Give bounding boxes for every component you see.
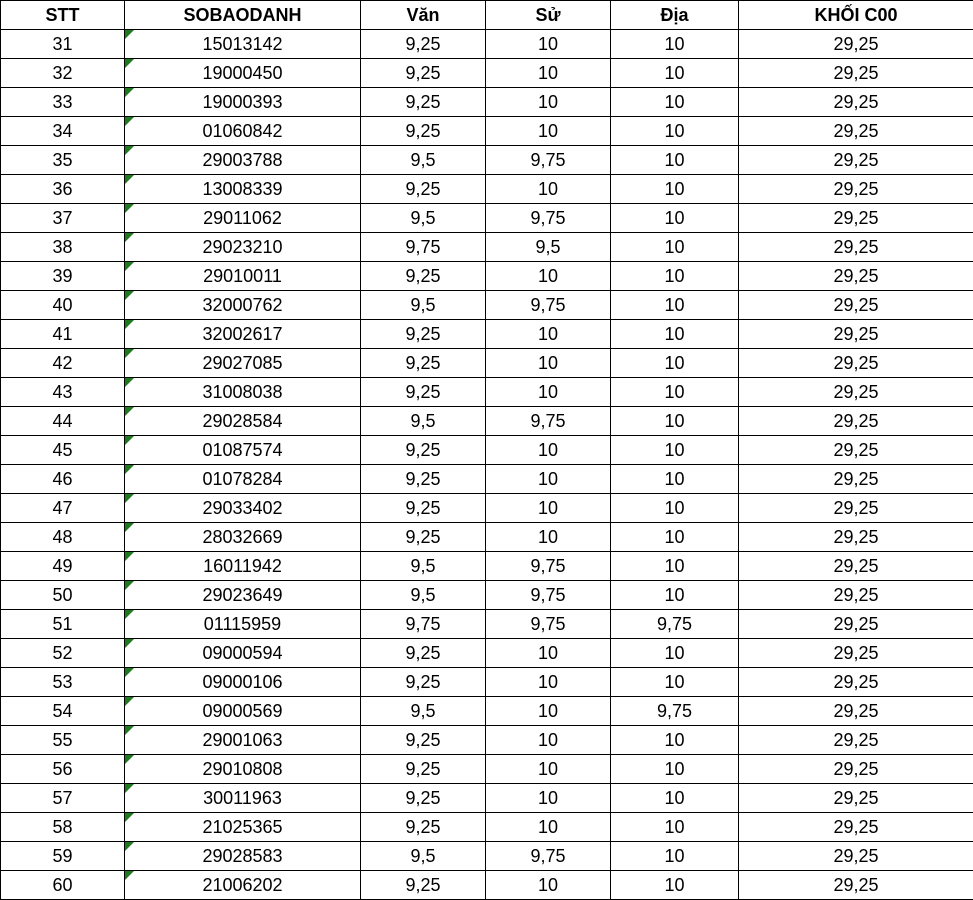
cell-van[interactable]: 9,25 xyxy=(361,349,486,378)
table-row xyxy=(1,726,973,755)
cell-sobaodanh[interactable] xyxy=(125,755,361,784)
table-row xyxy=(1,871,973,900)
cell-su[interactable]: 9,5 xyxy=(486,233,611,262)
sobaodanh-text: 29033402 xyxy=(202,498,282,518)
cell-stt[interactable]: 40 xyxy=(1,291,125,320)
table-row xyxy=(1,668,973,697)
sobaodanh-text: 29023210 xyxy=(202,237,282,257)
cell-van[interactable]: 9,5 xyxy=(361,146,486,175)
table-row xyxy=(1,349,973,378)
header-stt[interactable]: STT xyxy=(1,1,125,30)
cell-khoi-c00[interactable]: 29,25 xyxy=(739,59,973,88)
cell-stt[interactable]: 44 xyxy=(1,407,125,436)
cell-su[interactable]: 10 xyxy=(486,262,611,291)
cell-stt[interactable]: 47 xyxy=(1,494,125,523)
cell-sobaodanh[interactable] xyxy=(125,30,361,59)
error-indicator-icon xyxy=(125,523,134,532)
cell-sobaodanh[interactable] xyxy=(125,552,361,581)
cell-van[interactable]: 9,25 xyxy=(361,726,486,755)
cell-khoi-c00[interactable]: 29,25 xyxy=(739,175,973,204)
cell-su[interactable]: 10 xyxy=(486,117,611,146)
cell-sobaodanh[interactable] xyxy=(125,639,361,668)
table-row xyxy=(1,842,973,871)
cell-sobaodanh[interactable] xyxy=(125,175,361,204)
cell-stt[interactable]: 49 xyxy=(1,552,125,581)
table-row xyxy=(1,639,973,668)
table-row xyxy=(1,204,973,233)
cell-khoi-c00[interactable]: 29,25 xyxy=(739,813,973,842)
table-row xyxy=(1,697,973,726)
cell-van[interactable]: 9,25 xyxy=(361,639,486,668)
cell-dia[interactable]: 10 xyxy=(611,146,739,175)
cell-khoi-c00[interactable]: 29,25 xyxy=(739,88,973,117)
cell-khoi-c00[interactable]: 29,25 xyxy=(739,146,973,175)
cell-dia[interactable]: 10 xyxy=(611,755,739,784)
cell-sobaodanh[interactable] xyxy=(125,407,361,436)
sobaodanh-text: 01078284 xyxy=(202,469,282,489)
table-row xyxy=(1,581,973,610)
cell-stt[interactable]: 41 xyxy=(1,320,125,349)
error-indicator-icon xyxy=(125,262,134,271)
header-row xyxy=(1,1,973,30)
sobaodanh-text: 29001063 xyxy=(202,730,282,750)
cell-stt[interactable]: 48 xyxy=(1,523,125,552)
cell-van[interactable]: 9,5 xyxy=(361,842,486,871)
cell-khoi-c00[interactable]: 29,25 xyxy=(739,668,973,697)
table-row xyxy=(1,465,973,494)
cell-su[interactable]: 10 xyxy=(486,175,611,204)
error-indicator-icon xyxy=(125,639,134,648)
sobaodanh-text: 29028583 xyxy=(202,846,282,866)
cell-stt[interactable]: 35 xyxy=(1,146,125,175)
cell-stt[interactable]: 43 xyxy=(1,378,125,407)
cell-dia[interactable]: 10 xyxy=(611,349,739,378)
cell-su[interactable]: 10 xyxy=(486,639,611,668)
cell-sobaodanh[interactable] xyxy=(125,610,361,639)
cell-dia[interactable]: 9,75 xyxy=(611,697,739,726)
cell-su[interactable]: 10 xyxy=(486,755,611,784)
cell-sobaodanh[interactable] xyxy=(125,784,361,813)
cell-dia[interactable]: 10 xyxy=(611,726,739,755)
cell-khoi-c00[interactable]: 29,25 xyxy=(739,784,973,813)
cell-su[interactable]: 9,75 xyxy=(486,291,611,320)
cell-su[interactable]: 10 xyxy=(486,871,611,900)
cell-khoi-c00[interactable]: 29,25 xyxy=(739,465,973,494)
cell-stt[interactable]: 37 xyxy=(1,204,125,233)
error-indicator-icon xyxy=(125,291,134,300)
cell-dia[interactable]: 10 xyxy=(611,436,739,465)
cell-stt[interactable]: 56 xyxy=(1,755,125,784)
cell-su[interactable]: 10 xyxy=(486,30,611,59)
error-indicator-icon xyxy=(125,755,134,764)
cell-van[interactable]: 9,5 xyxy=(361,204,486,233)
sobaodanh-text: 29028584 xyxy=(202,411,282,431)
cell-su[interactable]: 10 xyxy=(486,59,611,88)
cell-khoi-c00[interactable]: 29,25 xyxy=(739,117,973,146)
cell-dia[interactable]: 10 xyxy=(611,813,739,842)
table-row xyxy=(1,262,973,291)
cell-su[interactable]: 9,75 xyxy=(486,842,611,871)
cell-stt[interactable]: 32 xyxy=(1,59,125,88)
cell-khoi-c00[interactable]: 29,25 xyxy=(739,233,973,262)
cell-su[interactable]: 10 xyxy=(486,726,611,755)
cell-van[interactable]: 9,25 xyxy=(361,436,486,465)
sobaodanh-text: 19000450 xyxy=(202,63,282,83)
cell-dia[interactable]: 10 xyxy=(611,639,739,668)
cell-dia[interactable]: 10 xyxy=(611,378,739,407)
sobaodanh-text: 01087574 xyxy=(202,440,282,460)
cell-stt[interactable]: 57 xyxy=(1,784,125,813)
cell-dia[interactable]: 10 xyxy=(611,320,739,349)
cell-sobaodanh[interactable] xyxy=(125,465,361,494)
table-row xyxy=(1,117,973,146)
error-indicator-icon xyxy=(125,610,134,619)
cell-sobaodanh[interactable] xyxy=(125,581,361,610)
error-indicator-icon xyxy=(125,378,134,387)
error-indicator-icon xyxy=(125,349,134,358)
cell-stt[interactable]: 45 xyxy=(1,436,125,465)
cell-khoi-c00[interactable]: 29,25 xyxy=(739,755,973,784)
table-row xyxy=(1,59,973,88)
sobaodanh-text: 09000106 xyxy=(202,672,282,692)
cell-stt[interactable]: 52 xyxy=(1,639,125,668)
error-indicator-icon xyxy=(125,436,134,445)
cell-dia[interactable]: 10 xyxy=(611,523,739,552)
cell-dia[interactable]: 10 xyxy=(611,494,739,523)
cell-sobaodanh[interactable] xyxy=(125,436,361,465)
cell-van[interactable]: 9,25 xyxy=(361,320,486,349)
cell-khoi-c00[interactable]: 29,25 xyxy=(739,523,973,552)
table-row xyxy=(1,175,973,204)
cell-sobaodanh[interactable] xyxy=(125,668,361,697)
cell-su[interactable]: 9,75 xyxy=(486,204,611,233)
error-indicator-icon xyxy=(125,204,134,213)
cell-dia[interactable]: 10 xyxy=(611,117,739,146)
cell-su[interactable]: 10 xyxy=(486,523,611,552)
cell-khoi-c00[interactable]: 29,25 xyxy=(739,697,973,726)
error-indicator-icon xyxy=(125,465,134,474)
sobaodanh-text: 15013142 xyxy=(202,34,282,54)
error-indicator-icon xyxy=(125,30,134,39)
cell-van[interactable]: 9,75 xyxy=(361,233,486,262)
cell-dia[interactable]: 10 xyxy=(611,88,739,117)
cell-su[interactable]: 10 xyxy=(486,436,611,465)
cell-stt[interactable]: 59 xyxy=(1,842,125,871)
header-van[interactable]: Văn xyxy=(361,1,486,30)
sobaodanh-text: 09000594 xyxy=(202,643,282,663)
header-khoi-c00[interactable]: KHỐI C00 xyxy=(739,1,973,30)
table-row xyxy=(1,813,973,842)
cell-van[interactable]: 9,25 xyxy=(361,117,486,146)
cell-dia[interactable]: 10 xyxy=(611,175,739,204)
table-row xyxy=(1,320,973,349)
cell-sobaodanh[interactable] xyxy=(125,523,361,552)
cell-khoi-c00[interactable]: 29,25 xyxy=(739,552,973,581)
cell-dia[interactable]: 10 xyxy=(611,784,739,813)
cell-sobaodanh[interactable] xyxy=(125,494,361,523)
error-indicator-icon xyxy=(125,59,134,68)
cell-stt[interactable]: 53 xyxy=(1,668,125,697)
error-indicator-icon xyxy=(125,320,134,329)
table-row xyxy=(1,755,973,784)
cell-su[interactable]: 9,75 xyxy=(486,581,611,610)
cell-su[interactable]: 10 xyxy=(486,813,611,842)
cell-sobaodanh[interactable] xyxy=(125,871,361,900)
cell-dia[interactable]: 10 xyxy=(611,668,739,697)
cell-stt[interactable]: 38 xyxy=(1,233,125,262)
cell-dia[interactable]: 10 xyxy=(611,552,739,581)
cell-sobaodanh[interactable] xyxy=(125,842,361,871)
cell-van[interactable]: 9,25 xyxy=(361,523,486,552)
cell-sobaodanh[interactable] xyxy=(125,378,361,407)
cell-su[interactable]: 10 xyxy=(486,668,611,697)
error-indicator-icon xyxy=(125,88,134,97)
cell-stt[interactable]: 34 xyxy=(1,117,125,146)
cell-van[interactable]: 9,25 xyxy=(361,30,486,59)
cell-su[interactable]: 10 xyxy=(486,494,611,523)
cell-su[interactable]: 10 xyxy=(486,378,611,407)
table-row xyxy=(1,30,973,59)
cell-su[interactable]: 10 xyxy=(486,88,611,117)
sobaodanh-text: 01060842 xyxy=(202,121,282,141)
cell-su[interactable]: 9,75 xyxy=(486,407,611,436)
cell-khoi-c00[interactable]: 29,25 xyxy=(739,262,973,291)
cell-stt[interactable]: 31 xyxy=(1,30,125,59)
error-indicator-icon xyxy=(125,233,134,242)
cell-sobaodanh[interactable] xyxy=(125,291,361,320)
cell-stt[interactable]: 33 xyxy=(1,88,125,117)
cell-su[interactable]: 9,75 xyxy=(486,610,611,639)
cell-dia[interactable]: 10 xyxy=(611,871,739,900)
cell-stt[interactable]: 42 xyxy=(1,349,125,378)
sobaodanh-text: 29003788 xyxy=(202,150,282,170)
sobaodanh-text: 16011942 xyxy=(203,556,282,576)
cell-su[interactable]: 9,75 xyxy=(486,146,611,175)
cell-khoi-c00[interactable]: 29,25 xyxy=(739,726,973,755)
sobaodanh-text: 01115959 xyxy=(204,614,281,634)
sobaodanh-text: 28032669 xyxy=(202,527,282,547)
cell-su[interactable]: 10 xyxy=(486,784,611,813)
sobaodanh-text: 32002617 xyxy=(202,324,282,344)
sobaodanh-text: 21025365 xyxy=(202,817,282,837)
sobaodanh-text: 29011062 xyxy=(203,208,282,228)
cell-khoi-c00[interactable]: 29,25 xyxy=(739,436,973,465)
cell-khoi-c00[interactable]: 29,25 xyxy=(739,494,973,523)
cell-sobaodanh[interactable] xyxy=(125,697,361,726)
cell-khoi-c00[interactable]: 29,25 xyxy=(739,871,973,900)
cell-khoi-c00[interactable]: 29,25 xyxy=(739,378,973,407)
error-indicator-icon xyxy=(125,407,134,416)
sobaodanh-text: 29023649 xyxy=(202,585,282,605)
cell-stt[interactable]: 58 xyxy=(1,813,125,842)
cell-van[interactable]: 9,25 xyxy=(361,465,486,494)
sobaodanh-text: 32000762 xyxy=(202,295,282,315)
cell-sobaodanh[interactable] xyxy=(125,88,361,117)
cell-su[interactable]: 10 xyxy=(486,349,611,378)
cell-sobaodanh[interactable] xyxy=(125,320,361,349)
cell-khoi-c00[interactable]: 29,25 xyxy=(739,30,973,59)
header-dia[interactable]: Địa xyxy=(611,1,739,30)
cell-sobaodanh[interactable] xyxy=(125,59,361,88)
cell-van[interactable]: 9,5 xyxy=(361,697,486,726)
table-row xyxy=(1,146,973,175)
cell-dia[interactable]: 10 xyxy=(611,30,739,59)
cell-van[interactable]: 9,25 xyxy=(361,88,486,117)
cell-van[interactable]: 9,75 xyxy=(361,610,486,639)
cell-van[interactable]: 9,5 xyxy=(361,291,486,320)
header-su[interactable]: Sử xyxy=(486,1,611,30)
cell-van[interactable]: 9,5 xyxy=(361,581,486,610)
cell-khoi-c00[interactable]: 29,25 xyxy=(739,349,973,378)
cell-khoi-c00[interactable]: 29,25 xyxy=(739,639,973,668)
error-indicator-icon xyxy=(125,784,134,793)
error-indicator-icon xyxy=(125,146,134,155)
cell-sobaodanh[interactable] xyxy=(125,726,361,755)
cell-sobaodanh[interactable] xyxy=(125,233,361,262)
error-indicator-icon xyxy=(125,668,134,677)
cell-van[interactable]: 9,25 xyxy=(361,668,486,697)
sobaodanh-text: 29027085 xyxy=(202,353,282,373)
error-indicator-icon xyxy=(125,813,134,822)
cell-khoi-c00[interactable]: 29,25 xyxy=(739,581,973,610)
cell-khoi-c00[interactable]: 29,25 xyxy=(739,407,973,436)
table-row xyxy=(1,233,973,262)
cell-sobaodanh[interactable] xyxy=(125,349,361,378)
cell-van[interactable]: 9,25 xyxy=(361,784,486,813)
table-row xyxy=(1,88,973,117)
cell-su[interactable]: 10 xyxy=(486,465,611,494)
cell-van[interactable]: 9,25 xyxy=(361,262,486,291)
table-row xyxy=(1,523,973,552)
cell-khoi-c00[interactable]: 29,25 xyxy=(739,610,973,639)
cell-su[interactable]: 9,75 xyxy=(486,552,611,581)
table-row xyxy=(1,552,973,581)
cell-stt[interactable]: 54 xyxy=(1,697,125,726)
cell-su[interactable]: 10 xyxy=(486,320,611,349)
cell-dia[interactable]: 10 xyxy=(611,407,739,436)
error-indicator-icon xyxy=(125,581,134,590)
cell-khoi-c00[interactable]: 29,25 xyxy=(739,291,973,320)
cell-van[interactable]: 9,25 xyxy=(361,755,486,784)
error-indicator-icon xyxy=(125,494,134,503)
table-row xyxy=(1,378,973,407)
cell-dia[interactable]: 10 xyxy=(611,204,739,233)
cell-dia[interactable]: 10 xyxy=(611,581,739,610)
cell-stt[interactable]: 51 xyxy=(1,610,125,639)
cell-stt[interactable]: 50 xyxy=(1,581,125,610)
cell-sobaodanh[interactable] xyxy=(125,813,361,842)
cell-dia[interactable]: 10 xyxy=(611,842,739,871)
cell-stt[interactable]: 36 xyxy=(1,175,125,204)
table-row xyxy=(1,436,973,465)
sobaodanh-text: 30011963 xyxy=(203,788,282,808)
cell-van[interactable]: 9,25 xyxy=(361,175,486,204)
table-row xyxy=(1,784,973,813)
cell-stt[interactable]: 60 xyxy=(1,871,125,900)
cell-van[interactable]: 9,5 xyxy=(361,552,486,581)
cell-dia[interactable]: 10 xyxy=(611,262,739,291)
header-sobaodanh[interactable]: SOBAODANH xyxy=(125,1,361,30)
cell-khoi-c00[interactable]: 29,25 xyxy=(739,842,973,871)
table-row xyxy=(1,494,973,523)
error-indicator-icon xyxy=(125,697,134,706)
table-row xyxy=(1,610,973,639)
cell-dia[interactable]: 10 xyxy=(611,59,739,88)
cell-sobaodanh[interactable] xyxy=(125,117,361,146)
cell-dia[interactable]: 10 xyxy=(611,465,739,494)
table-row xyxy=(1,291,973,320)
sobaodanh-text: 09000569 xyxy=(202,701,282,721)
cell-khoi-c00[interactable]: 29,25 xyxy=(739,204,973,233)
sobaodanh-text: 29010011 xyxy=(203,266,282,286)
sobaodanh-text: 21006202 xyxy=(202,875,282,895)
error-indicator-icon xyxy=(125,842,134,851)
cell-van[interactable]: 9,5 xyxy=(361,407,486,436)
error-indicator-icon xyxy=(125,552,134,561)
sobaodanh-text: 19000393 xyxy=(202,92,282,112)
cell-dia[interactable]: 10 xyxy=(611,291,739,320)
sobaodanh-text: 29010808 xyxy=(202,759,282,779)
error-indicator-icon xyxy=(125,726,134,735)
cell-van[interactable]: 9,25 xyxy=(361,813,486,842)
sobaodanh-text: 13008339 xyxy=(202,179,282,199)
sobaodanh-text: 31008038 xyxy=(202,382,282,402)
error-indicator-icon xyxy=(125,117,134,126)
cell-sobaodanh[interactable] xyxy=(125,146,361,175)
cell-van[interactable]: 9,25 xyxy=(361,59,486,88)
cell-sobaodanh[interactable] xyxy=(125,204,361,233)
table-row xyxy=(1,407,973,436)
error-indicator-icon xyxy=(125,871,134,880)
cell-stt[interactable]: 39 xyxy=(1,262,125,291)
cell-van[interactable]: 9,25 xyxy=(361,494,486,523)
cell-stt[interactable]: 46 xyxy=(1,465,125,494)
cell-van[interactable]: 9,25 xyxy=(361,378,486,407)
cell-khoi-c00[interactable]: 29,25 xyxy=(739,320,973,349)
cell-van[interactable]: 9,25 xyxy=(361,871,486,900)
cell-stt[interactable]: 55 xyxy=(1,726,125,755)
cell-dia[interactable]: 10 xyxy=(611,233,739,262)
cell-sobaodanh[interactable] xyxy=(125,262,361,291)
cell-dia[interactable]: 9,75 xyxy=(611,610,739,639)
cell-su[interactable]: 10 xyxy=(486,697,611,726)
error-indicator-icon xyxy=(125,175,134,184)
